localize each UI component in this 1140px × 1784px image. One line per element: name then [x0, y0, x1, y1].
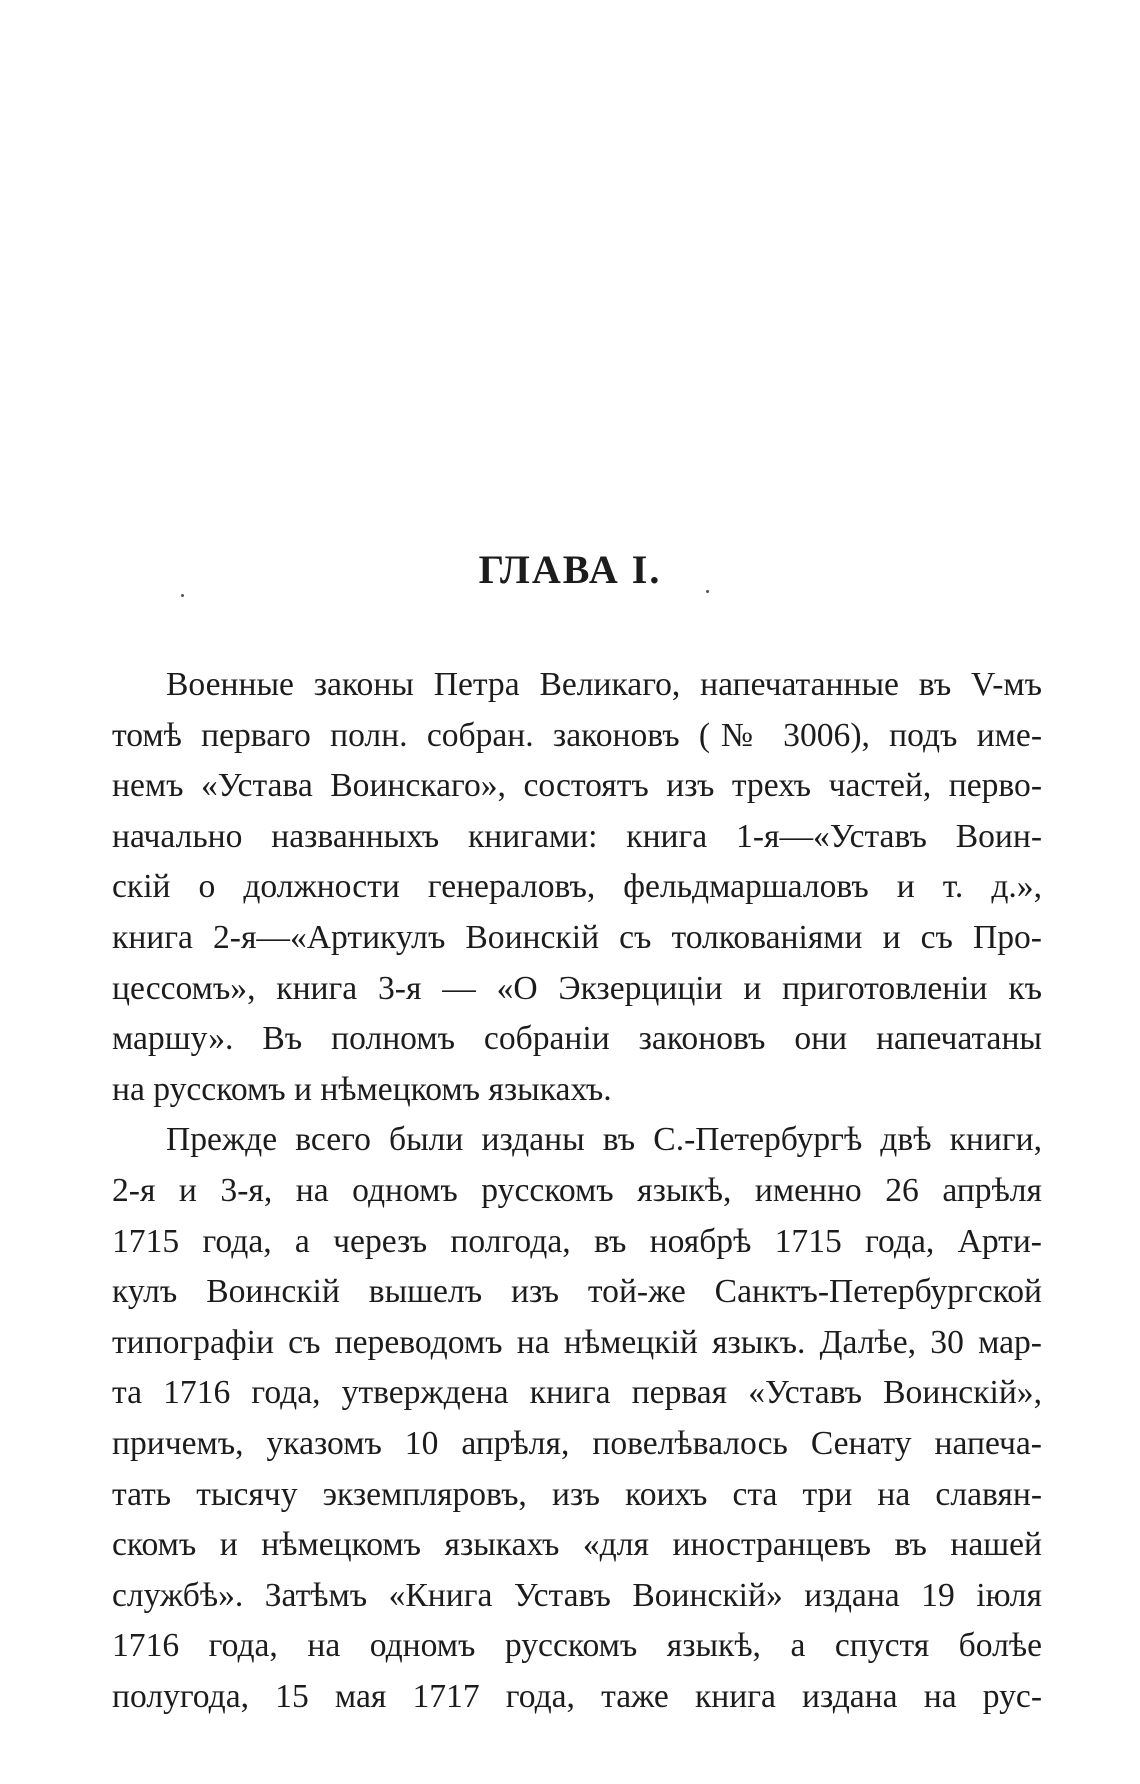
- text-line: цессомъ», книга 3-я — «О Экзерциціи и приготовленіи къ: [112, 969, 1042, 1007]
- text-line: службѣ». Затѣмъ «Книга Уставъ Воинскій» издана 19 іюля: [112, 1576, 1042, 1614]
- text-line: кулъ Воинскій вышелъ изъ той-же Санктъ-Петербургской: [112, 1273, 1042, 1311]
- text-line: 2-я и 3-я, на одномъ русскомъ языкѣ, именно 26 апрѣля: [112, 1171, 1042, 1209]
- chapter-title: ГЛАВА I.: [478, 547, 662, 592]
- text-line: книга 2-я—«Артикулъ Воинскій съ толкованіями и съ Про-: [112, 918, 1042, 956]
- print-speck: [706, 590, 709, 593]
- text-line: тать тысячу экземпляровъ, изъ коихъ ста три на славян-: [112, 1475, 1042, 1513]
- text-line: 1715 года, а черезъ полгода, въ ноябрѣ 1715 года, Арти-: [112, 1222, 1042, 1260]
- text-line: немъ «Устава Воинскаго», состоятъ изъ трехъ частей, перво-: [112, 767, 1042, 805]
- text-line: 1716 года, на одномъ русскомъ языкѣ, а спустя болѣе: [112, 1627, 1042, 1665]
- paragraph-1: [112, 660, 1042, 1115]
- text-line: Военные законы Петра Великаго, напечатанные въ V-мъ: [166, 666, 1042, 703]
- text-line: на русскомъ и нѣмецкомъ языкахъ.: [112, 1070, 612, 1108]
- text-line: начально названныхъ книгами: книга 1-я—«Уставъ Воин-: [112, 817, 1042, 855]
- text-line: скій о должности генераловъ, фельдмаршаловъ и т. д.»,: [112, 868, 1042, 906]
- text-line: скомъ и нѣмецкомъ языкахъ «для иностранцевъ въ нашей: [112, 1526, 1042, 1564]
- text-line: та 1716 года, утверждена книга первая «Уставъ Воинскій»,: [112, 1374, 1042, 1412]
- text-line: томѣ перваго полн. собран. законовъ (№ 3006), подъ име-: [112, 716, 1042, 754]
- paragraph-2: [112, 1115, 1042, 1722]
- text-line: причемъ, указомъ 10 апрѣля, повелѣвалось Сенату напеча-: [112, 1424, 1042, 1462]
- text-line: типографіи съ переводомъ на нѣмецкій языкъ. Далѣе, 30 мар-: [112, 1323, 1042, 1361]
- text-line: полугода, 15 мая 1717 года, таже книга издана на рус-: [112, 1677, 1042, 1715]
- body-text: [112, 660, 1042, 1722]
- text-line: Прежде всего были изданы въ С.-Петербургѣ двѣ книги,: [166, 1121, 1042, 1159]
- print-speck: [181, 594, 184, 597]
- text-line: маршу». Въ полномъ собраніи законовъ они напечатаны: [112, 1020, 1042, 1058]
